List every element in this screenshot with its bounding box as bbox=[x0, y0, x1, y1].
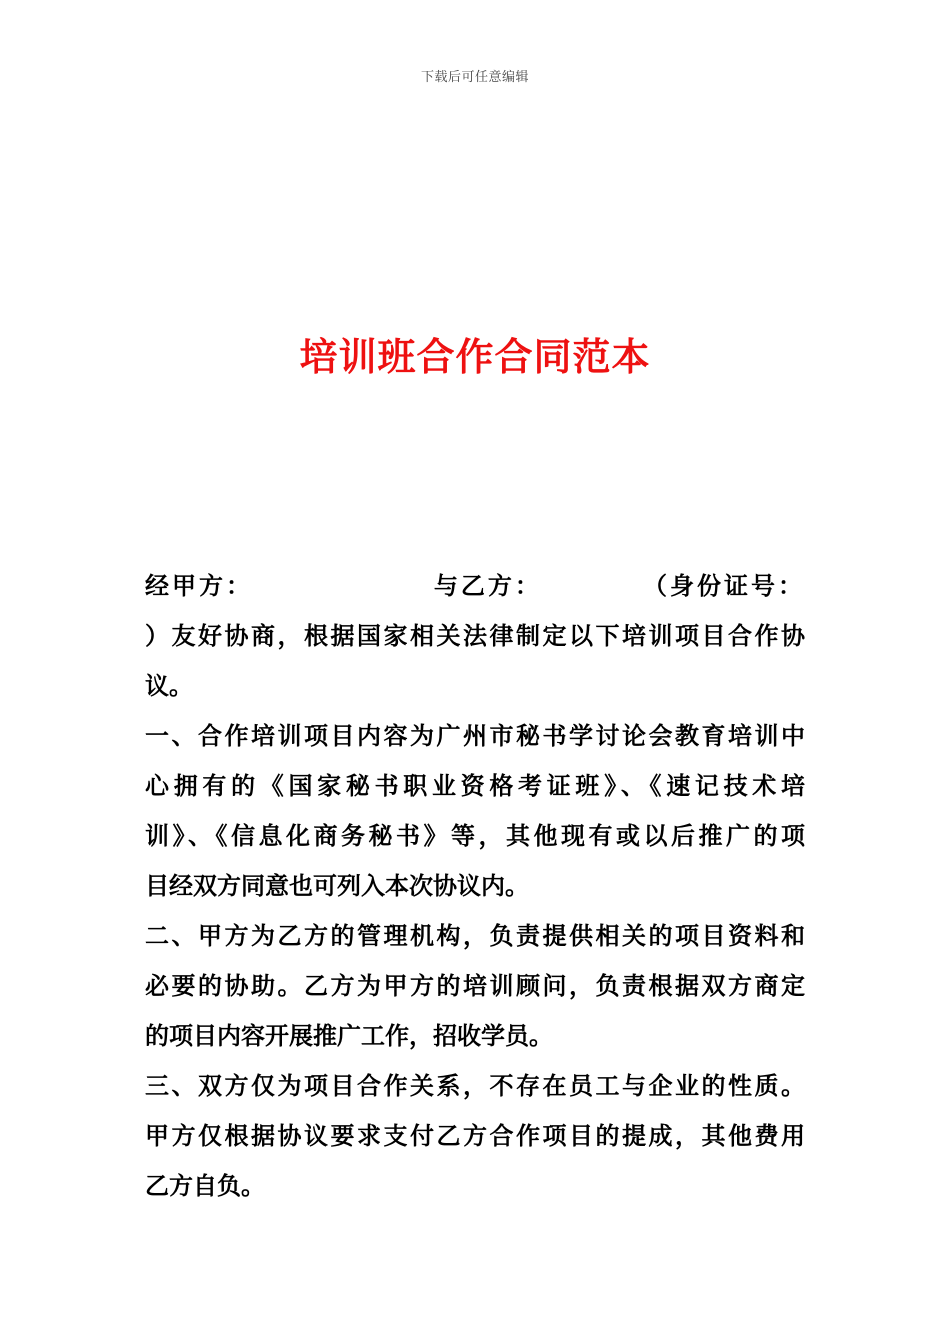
clause-1-line: 目经双方同意也可列入本次协议内。 bbox=[145, 871, 529, 900]
id-number-label: （身份证号： bbox=[643, 571, 805, 600]
clause-3-line: 三、双方仅为项目合作关系，不存在员工与企业的性质。 bbox=[145, 1071, 805, 1100]
party-b-label: 与乙方： bbox=[433, 571, 542, 600]
clause-2-line: 的项目内容开展推广工作，招收学员。 bbox=[145, 1021, 553, 1050]
clause-1-line: 训》、《信息化商务秘书》等，其他现有或以后推广的项 bbox=[145, 821, 805, 850]
parties-line bbox=[145, 561, 805, 611]
clause-1-line: 心拥有的《国家秘书职业资格考证班》、《速记技术培 bbox=[145, 771, 805, 800]
clause-2-line: 必要的协助。乙方为甲方的培训顾问，负责根据双方商定 bbox=[145, 971, 805, 1000]
clause-1-line: 一、合作培训项目内容为广州市秘书学讨论会教育培训中 bbox=[145, 721, 805, 750]
clause-2-line: 二、甲方为乙方的管理机构，负责提供相关的项目资料和 bbox=[145, 921, 805, 950]
clause-3-line: 甲方仅根据协议要求支付乙方合作项目的提成，其他费用 bbox=[145, 1121, 805, 1150]
clause-3-line: 乙方自负。 bbox=[145, 1171, 265, 1200]
header-note: 下载后可任意编辑 bbox=[420, 70, 529, 85]
party-a-label: 经甲方： bbox=[145, 571, 253, 600]
contract-body bbox=[145, 561, 805, 1211]
document-title: 培训班合作合同范本 bbox=[299, 334, 651, 379]
body-line: ）友好协商，根据国家相关法律制定以下培训项目合作协 bbox=[145, 621, 805, 650]
body-line: 议。 bbox=[145, 671, 193, 700]
